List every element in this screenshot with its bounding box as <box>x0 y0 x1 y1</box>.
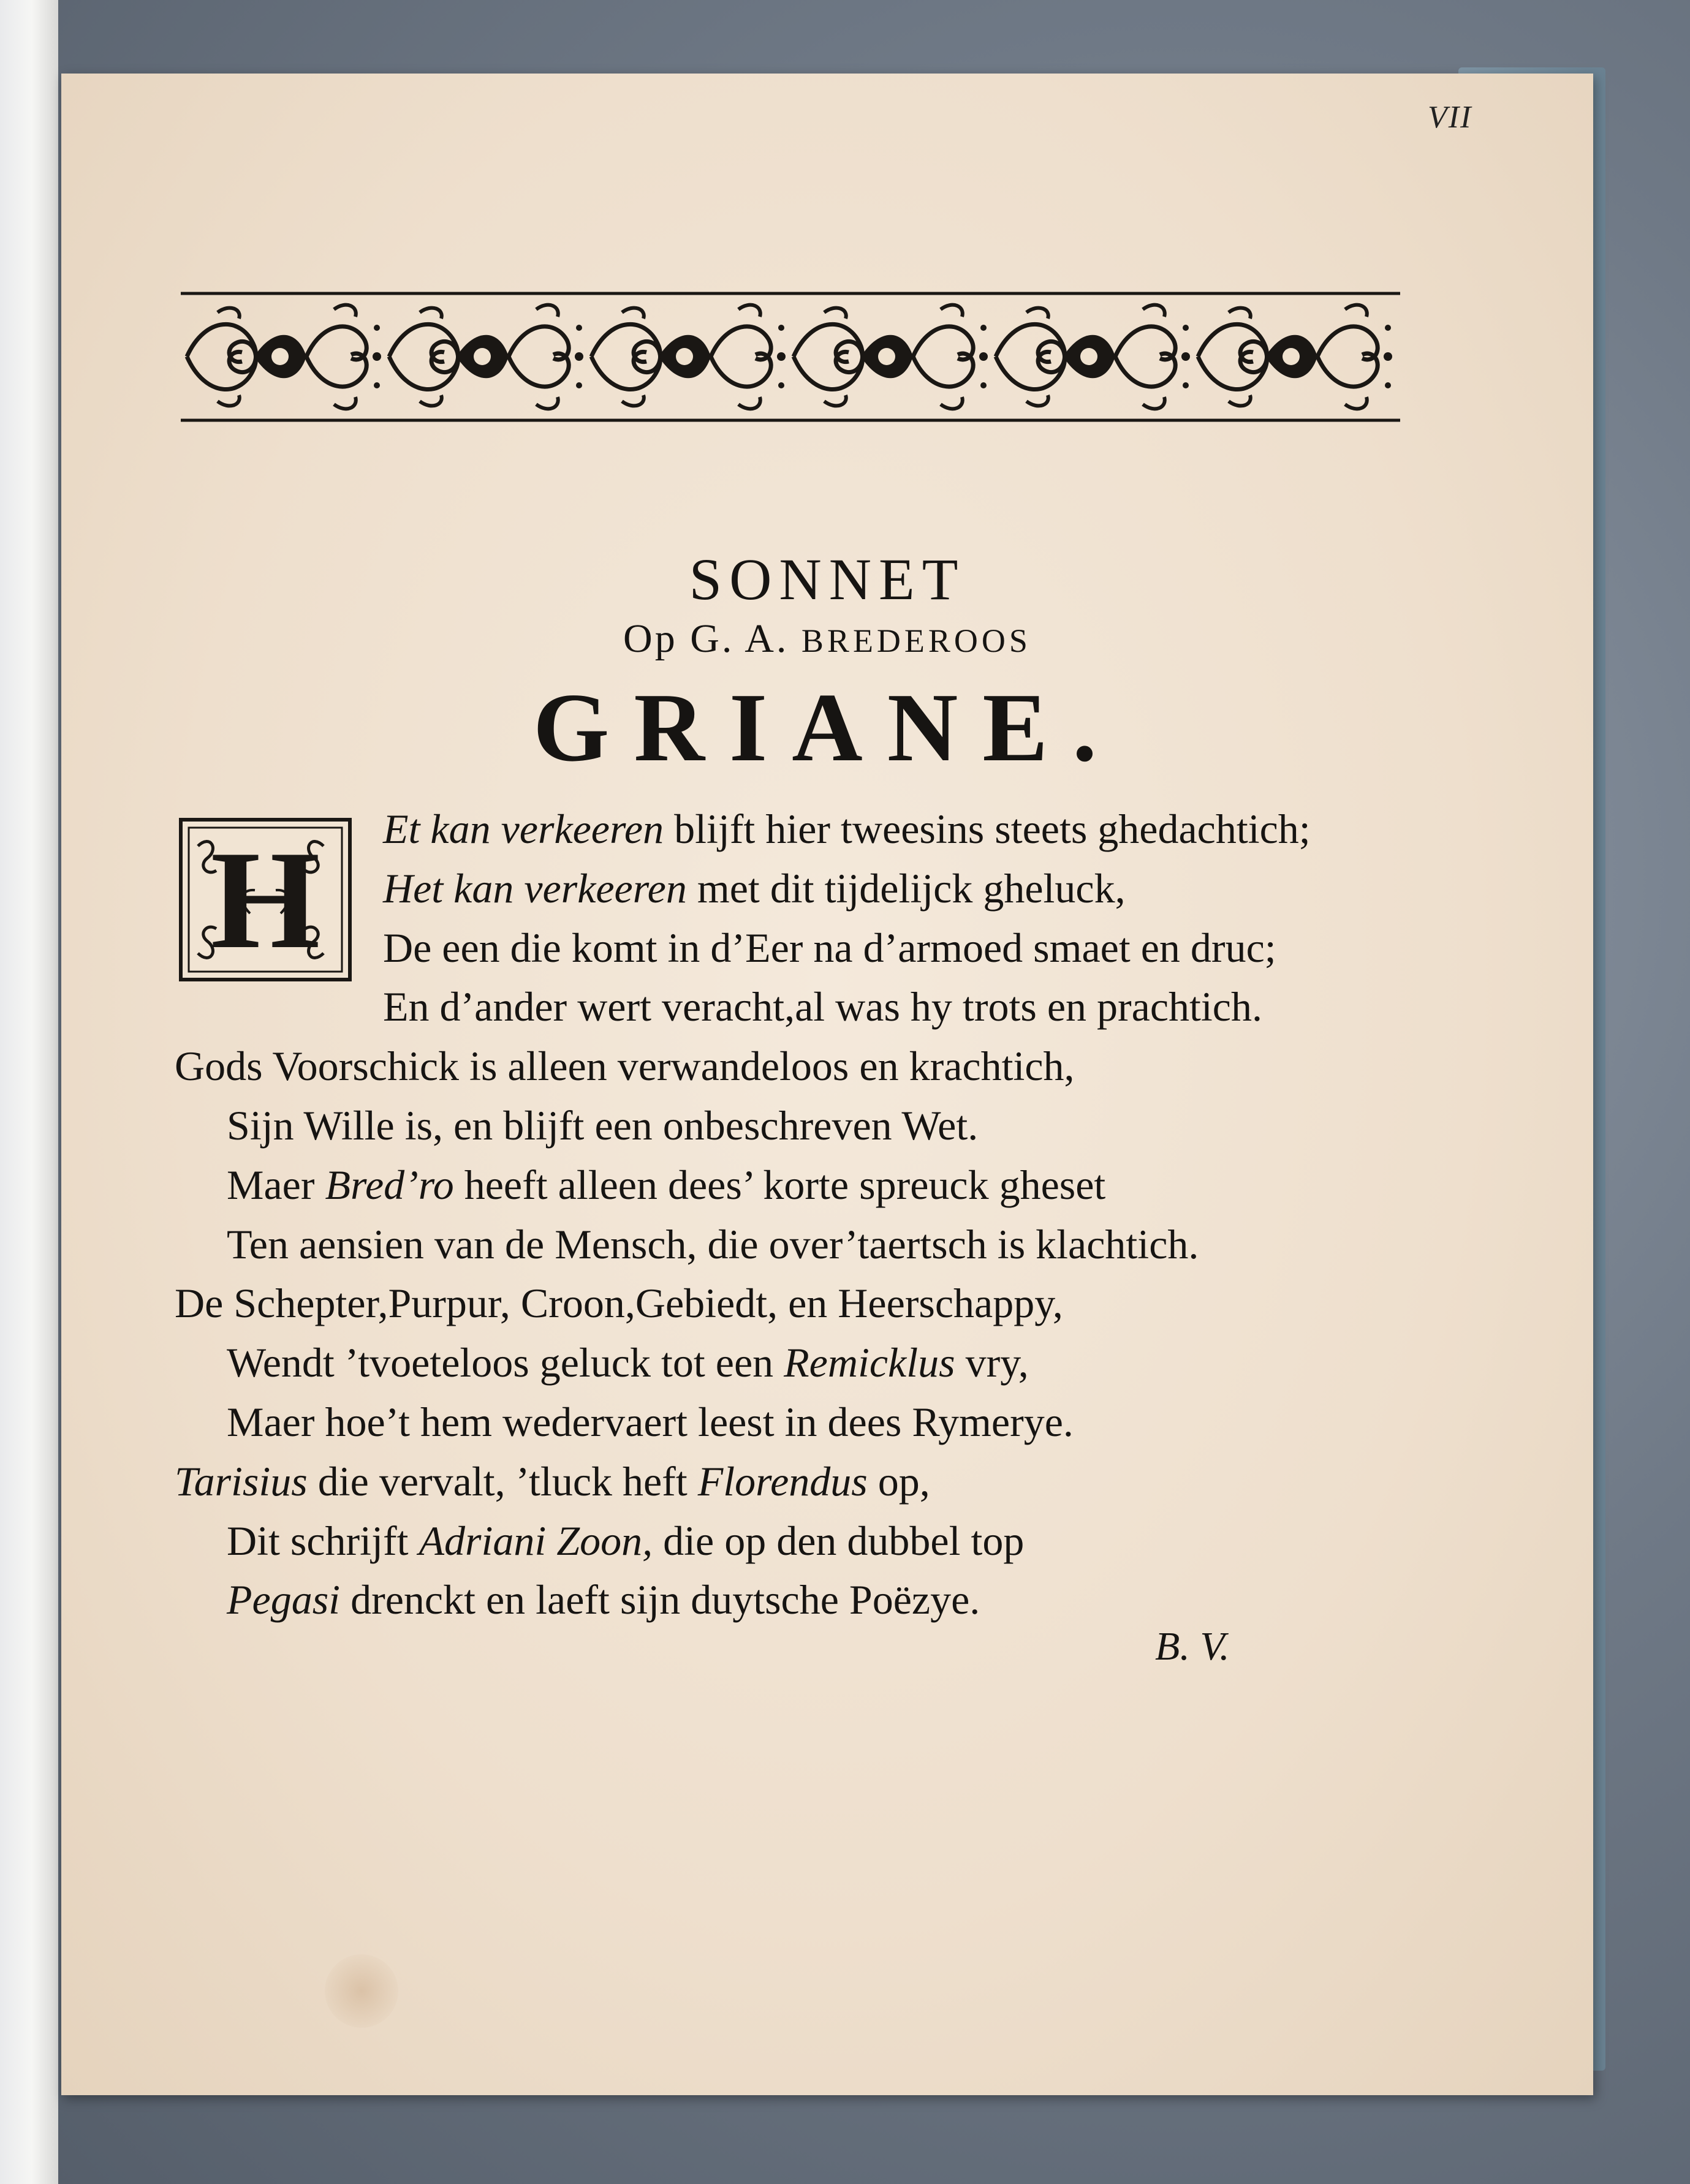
roman-text: Ten aensien van de Mensch, die over’taertsch is klachtich. <box>227 1220 1199 1268</box>
subtitle-prefix: Op G. A. <box>623 616 801 661</box>
poem-line <box>175 1096 1553 1155</box>
poem-line <box>175 1155 1553 1215</box>
italic-text: Het kan verkeeren <box>383 864 687 912</box>
italic-text: Pegasi <box>227 1576 341 1623</box>
poem-line <box>175 1452 1553 1511</box>
poem-line <box>175 1570 1553 1630</box>
facing-page-edge <box>0 0 58 2184</box>
roman-text: En d’ander wert veracht,al was hy trots en prachtich. <box>383 983 1262 1030</box>
subtitle-author: BREDEROOS <box>801 622 1031 659</box>
roman-text: De Schepter,Purpur, Croon,Gebiedt, en Heerschappy, <box>175 1280 1063 1327</box>
poem-line <box>175 1511 1553 1571</box>
poem-line <box>175 1274 1553 1333</box>
roman-text: drenckt en laeft sijn duytsche Poëzye. <box>340 1576 980 1623</box>
roman-text: blijft hier tweesins steets ghedachtich; <box>664 806 1311 852</box>
italic-text: Florendus <box>697 1457 868 1505</box>
signature-initials: B. V. <box>1155 1624 1230 1669</box>
italic-text: Bred’ro <box>325 1161 454 1208</box>
poem-line <box>175 918 1553 978</box>
poem-line <box>175 799 1553 859</box>
poem-line <box>175 1392 1553 1452</box>
sonnet-text <box>175 799 1553 1630</box>
book-page <box>61 74 1593 2095</box>
roman-text: De een die komt in d’Eer na d’armoed smaet en druc; <box>383 924 1276 971</box>
roman-text: Maer <box>227 1161 325 1208</box>
roman-text: heeft alleen dees’ korte spreuck gheset <box>453 1161 1106 1208</box>
poem-line <box>175 1215 1553 1274</box>
roman-text: die op den dubbel top <box>653 1517 1025 1564</box>
roman-text: Gods Voorschick is alleen verwandeloos en krachtich, <box>175 1043 1075 1090</box>
italic-text: Et kan verkeeren <box>383 806 664 852</box>
roman-text: Sijn Wille is, en blijft een onbeschreven Wet. <box>227 1101 979 1149</box>
title-griane: GRIANE. <box>532 673 1122 782</box>
roman-text: vry, <box>955 1339 1029 1386</box>
foxing-stain <box>325 1954 398 2028</box>
poem-line <box>175 1037 1553 1096</box>
title-subtitle <box>61 616 1593 662</box>
italic-text: Adriani Zoon, <box>419 1517 653 1564</box>
poem-line <box>175 977 1553 1037</box>
italic-text: Remicklus <box>784 1339 955 1386</box>
headpiece-ornament <box>181 291 1400 423</box>
folio-number: VII <box>1428 100 1472 135</box>
italic-text: Tarisius <box>175 1457 308 1505</box>
roman-text: die vervalt, ’tluck heft <box>307 1457 698 1505</box>
roman-text: op, <box>867 1457 930 1505</box>
roman-text: Dit schrijft <box>227 1517 419 1564</box>
poem-line <box>175 1333 1553 1392</box>
poem-line <box>175 859 1553 918</box>
title-sonnet: SONNET <box>689 546 966 612</box>
roman-text: Wendt ’tvoeteloos geluck tot een <box>227 1339 784 1386</box>
roman-text: Maer hoe’t hem wedervaert leest in dees Rymerye. <box>227 1398 1074 1445</box>
drop-cap-letter: H <box>210 822 320 978</box>
roman-text: met dit tijdelijck gheluck, <box>686 864 1126 912</box>
